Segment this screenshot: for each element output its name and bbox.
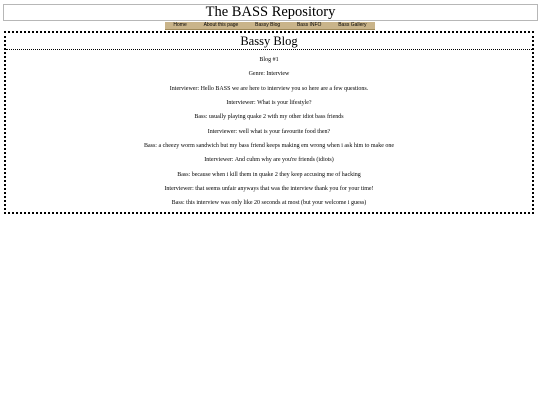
interview-line: Interviewer: What is your lifestyle? — [226, 100, 312, 107]
blog-panel — [4, 31, 534, 214]
nav-link-bassy-blog[interactable]: Bassy Blog — [255, 22, 281, 28]
blog-genre: Genre: Interview — [248, 71, 290, 78]
interview-line: Bass: this interview was only like 20 seconds at most (but your welcome i guess) — [171, 200, 367, 207]
interview-line: Interviewer: that seems unfair anyways that was the interview thank you for your time! — [164, 186, 374, 193]
blog-content — [6, 57, 532, 215]
blog-heading: Bassy Blog — [6, 34, 532, 50]
site-header — [3, 4, 538, 21]
interview-line: Interviewer: well what is your favourite food then? — [207, 128, 331, 135]
site-title: The BASS Repository — [205, 4, 336, 20]
interview-line: Interviewer: And cuhm why are you're friends (idiots) — [204, 157, 334, 164]
interview-line: Bass: usually playing quake 2 with my other idiot bass friends — [194, 114, 344, 121]
interview-line: Interviewer: Hello BASS we are here to interview you so here are a few questions. — [169, 85, 369, 92]
blog-number: Blog #1 — [259, 57, 279, 63]
interview-line: Bass: because when i kill them in quake 2 they keep accusing me of hacking — [177, 171, 361, 178]
nav-bar — [165, 22, 375, 30]
nav-link-bass-gallery[interactable]: Bass Gallery — [338, 22, 367, 28]
interview-line: Bass: a cheezy worm sandwich but my bass friend keeps making em wrong when i ask him to make one — [143, 143, 395, 150]
nav-link-home[interactable]: Home — [173, 22, 187, 28]
nav-link-about[interactable]: About this page — [203, 22, 239, 28]
nav-link-bass-info[interactable]: Bass INFO — [296, 22, 322, 28]
